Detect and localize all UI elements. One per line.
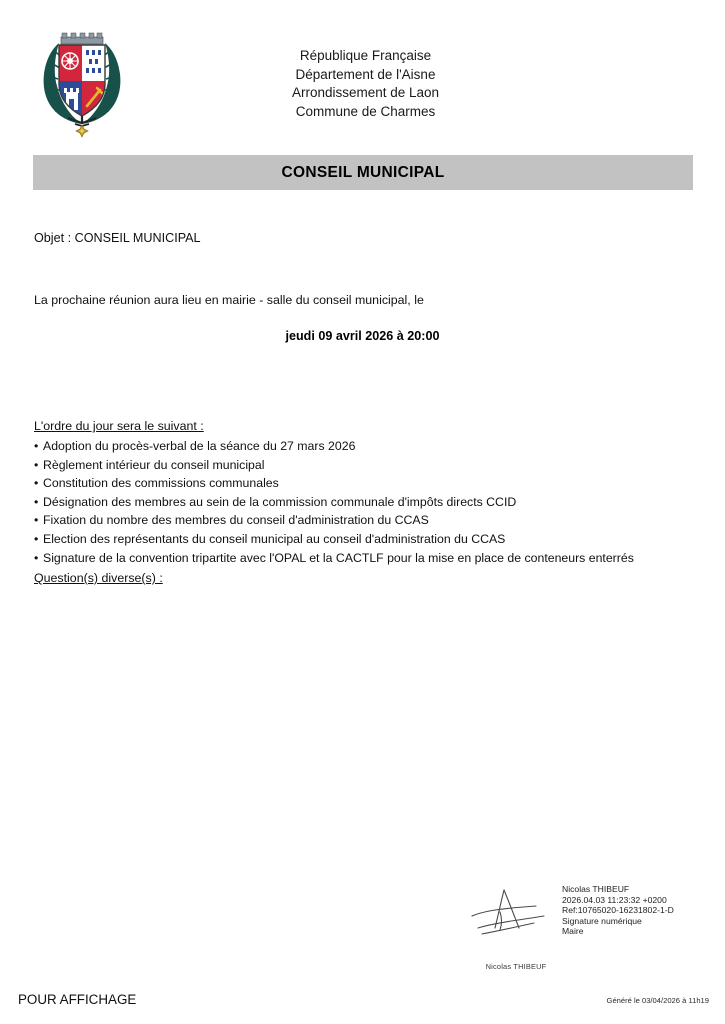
header-line-department: Département de l'Aisne bbox=[295, 66, 436, 82]
agenda-item-label: Election des représentants du conseil municipal au conseil d'administration du CCAS bbox=[43, 531, 506, 546]
agenda-item bbox=[34, 456, 694, 475]
agenda-item-label: Adoption du procès-verbal de la séance du 27 mars 2026 bbox=[43, 439, 356, 453]
bullet-icon: • bbox=[34, 531, 39, 546]
agenda-item-label: Règlement intérieur du conseil municipal bbox=[43, 457, 265, 472]
header-line-arrondissement: Arrondissement de Laon bbox=[291, 85, 440, 100]
bullet-icon: • bbox=[34, 494, 39, 509]
agenda-item-label: Signature de la convention tripartite avec l'OPAL et la CACTLF pour la mise en place de conteneurs enterrés bbox=[43, 550, 634, 565]
signer-name: Nicolas THIBEUF bbox=[562, 884, 630, 894]
signature-reference: Ref:10765020-16231802-1-D bbox=[562, 905, 674, 916]
bullet-icon: • bbox=[34, 513, 39, 528]
signature-timestamp: 2026.04.03 11:23:32 +0200 bbox=[562, 894, 667, 905]
agenda-item bbox=[34, 437, 694, 456]
document-header bbox=[0, 26, 725, 138]
agenda-item-label: Fixation du nombre des membres du conseil d'administration du CCAS bbox=[43, 513, 429, 528]
header-line-commune: Commune de Charmes bbox=[295, 103, 436, 119]
document-title-banner bbox=[33, 155, 693, 190]
handwritten-signature-icon bbox=[464, 882, 564, 944]
signature-printed-name: Nicolas THIBEUF bbox=[485, 962, 547, 971]
footer-generated-timestamp: Généré le 03/04/2026 à 11h19 bbox=[606, 996, 709, 1005]
signature-type: Signature numérique bbox=[562, 915, 642, 926]
subject-line: Objet : CONSEIL MUNICIPAL bbox=[34, 231, 201, 245]
header-line-republic: République Française bbox=[299, 48, 432, 63]
digital-signature-details bbox=[562, 884, 674, 937]
meeting-datetime: jeudi 09 avril 2026 à 20:00 bbox=[285, 329, 440, 343]
agenda-heading: L'ordre du jour sera le suivant : bbox=[34, 419, 204, 433]
agenda-list bbox=[34, 437, 694, 567]
bullet-icon: • bbox=[34, 439, 39, 453]
signer-role: Maire bbox=[562, 926, 584, 937]
agenda-item bbox=[34, 530, 694, 549]
header-authority-lines bbox=[228, 47, 503, 121]
coat-of-arms-icon bbox=[33, 28, 131, 138]
agenda-section bbox=[34, 417, 694, 567]
agenda-item bbox=[34, 474, 694, 493]
signature-block bbox=[462, 882, 712, 977]
agenda-item bbox=[34, 511, 694, 530]
page-title: CONSEIL MUNICIPAL bbox=[281, 163, 445, 181]
bullet-icon: • bbox=[34, 550, 39, 565]
footer-notice: POUR AFFICHAGE bbox=[18, 992, 137, 1007]
agenda-item bbox=[34, 549, 694, 568]
other-questions-heading: Question(s) diverse(s) : bbox=[34, 571, 163, 585]
agenda-item-label: Désignation des membres au sein de la commission communale d'impôts directs CCID bbox=[43, 494, 517, 509]
bullet-icon: • bbox=[34, 476, 39, 491]
agenda-item bbox=[34, 493, 694, 512]
agenda-item-label: Constitution des commissions communales bbox=[43, 476, 279, 491]
bullet-icon: • bbox=[34, 457, 39, 472]
meeting-intro-text: La prochaine réunion aura lieu en mairie - salle du conseil municipal, le bbox=[34, 293, 424, 307]
